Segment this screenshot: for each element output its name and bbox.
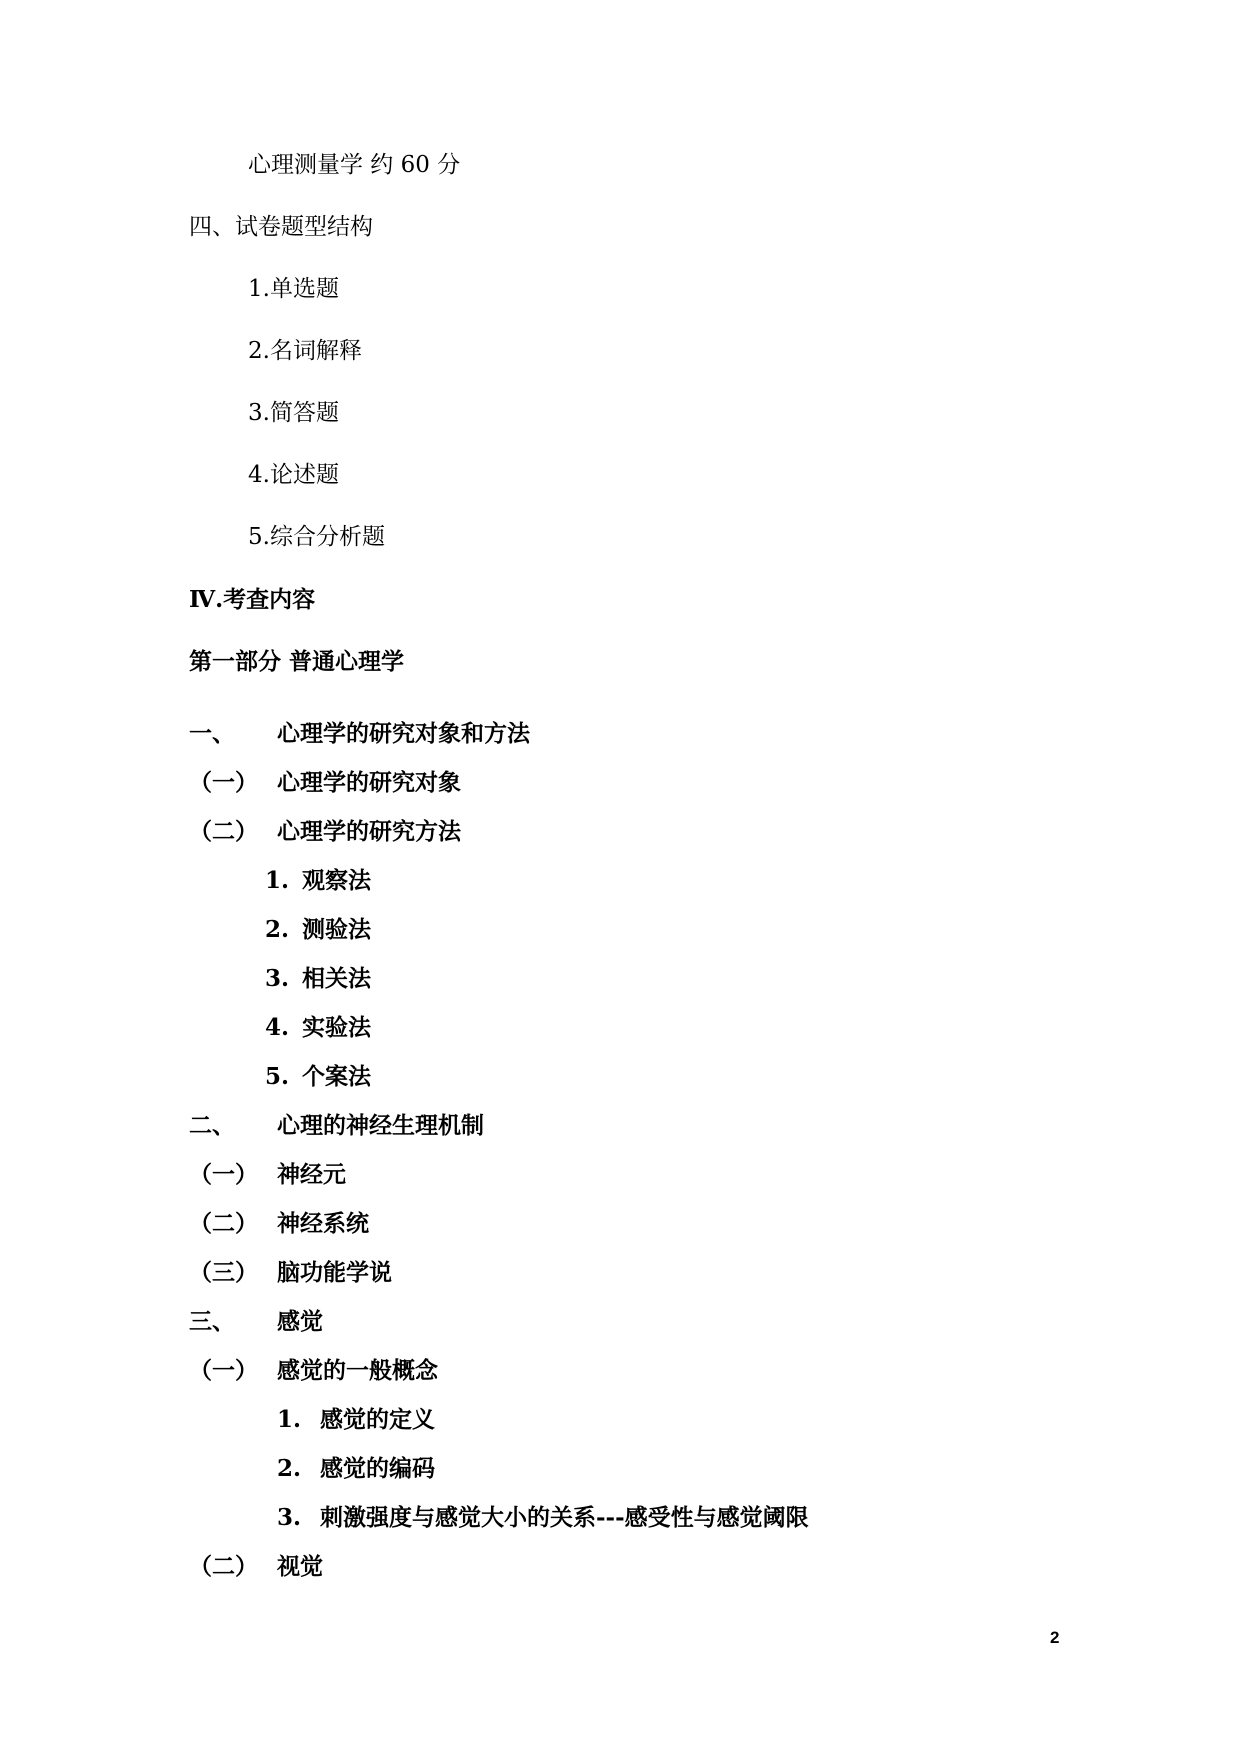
subsection-marker: （一） (189, 1161, 258, 1188)
subsection-marker: （一） (189, 1357, 258, 1384)
page-number: 2 (1050, 1628, 1060, 1647)
question-type-item: 5.综合分析题 (248, 524, 385, 550)
subsection-title: 脑功能学说 (277, 1259, 392, 1286)
list-item: 相关法 (302, 965, 371, 992)
list-item: 实验法 (302, 1014, 371, 1041)
subsection-title: 心理学的研究对象 (277, 769, 461, 796)
subsection-marker: （二） (189, 1210, 258, 1237)
section-marker: 二、 (189, 1112, 235, 1139)
subsection-marker: （二） (189, 818, 258, 845)
subsection-title: 视觉 (277, 1553, 323, 1580)
list-item: 个案法 (302, 1063, 371, 1090)
list-number: 2. (265, 916, 290, 943)
list-number: 1. (277, 1406, 302, 1433)
list-item: 观察法 (302, 867, 371, 894)
subject-score-line: 心理测量学 约 60 分 (248, 152, 461, 178)
question-type-item: 4.论述题 (248, 462, 339, 488)
section-marker: 一、 (189, 720, 235, 747)
subsection-marker: （二） (189, 1553, 258, 1580)
question-type-item: 3.简答题 (248, 400, 339, 426)
list-item: 测验法 (302, 916, 371, 943)
list-item: 刺激强度与感觉大小的关系---感受性与感觉阈限 (320, 1504, 809, 1531)
list-number: 1. (265, 867, 290, 894)
list-number: 2. (277, 1455, 302, 1482)
section-title: 心理学的研究对象和方法 (277, 720, 530, 747)
subsection-marker: （三） (189, 1259, 258, 1286)
part-one-title: 第一部分 普通心理学 (189, 648, 405, 675)
subsection-title: 神经元 (277, 1161, 346, 1188)
list-item: 感觉的定义 (320, 1406, 435, 1433)
question-type-item: 2.名词解释 (248, 338, 362, 364)
section-title: 心理的神经生理机制 (277, 1112, 484, 1139)
list-number: 5. (265, 1063, 290, 1090)
list-number: 3. (265, 965, 290, 992)
list-number: 4. (265, 1014, 290, 1041)
subsection-marker: （一） (189, 769, 258, 796)
list-number: 3. (277, 1504, 302, 1531)
section-four-title: 四、试卷题型结构 (189, 214, 373, 240)
subsection-title: 神经系统 (277, 1210, 369, 1237)
subsection-title: 心理学的研究方法 (277, 818, 461, 845)
section-marker: 三、 (189, 1308, 235, 1335)
content-heading: Ⅳ.考查内容 (189, 586, 316, 613)
question-type-item: 1.单选题 (248, 276, 339, 302)
subsection-title: 感觉的一般概念 (277, 1357, 438, 1384)
list-item: 感觉的编码 (320, 1455, 435, 1482)
section-title: 感觉 (277, 1308, 323, 1335)
